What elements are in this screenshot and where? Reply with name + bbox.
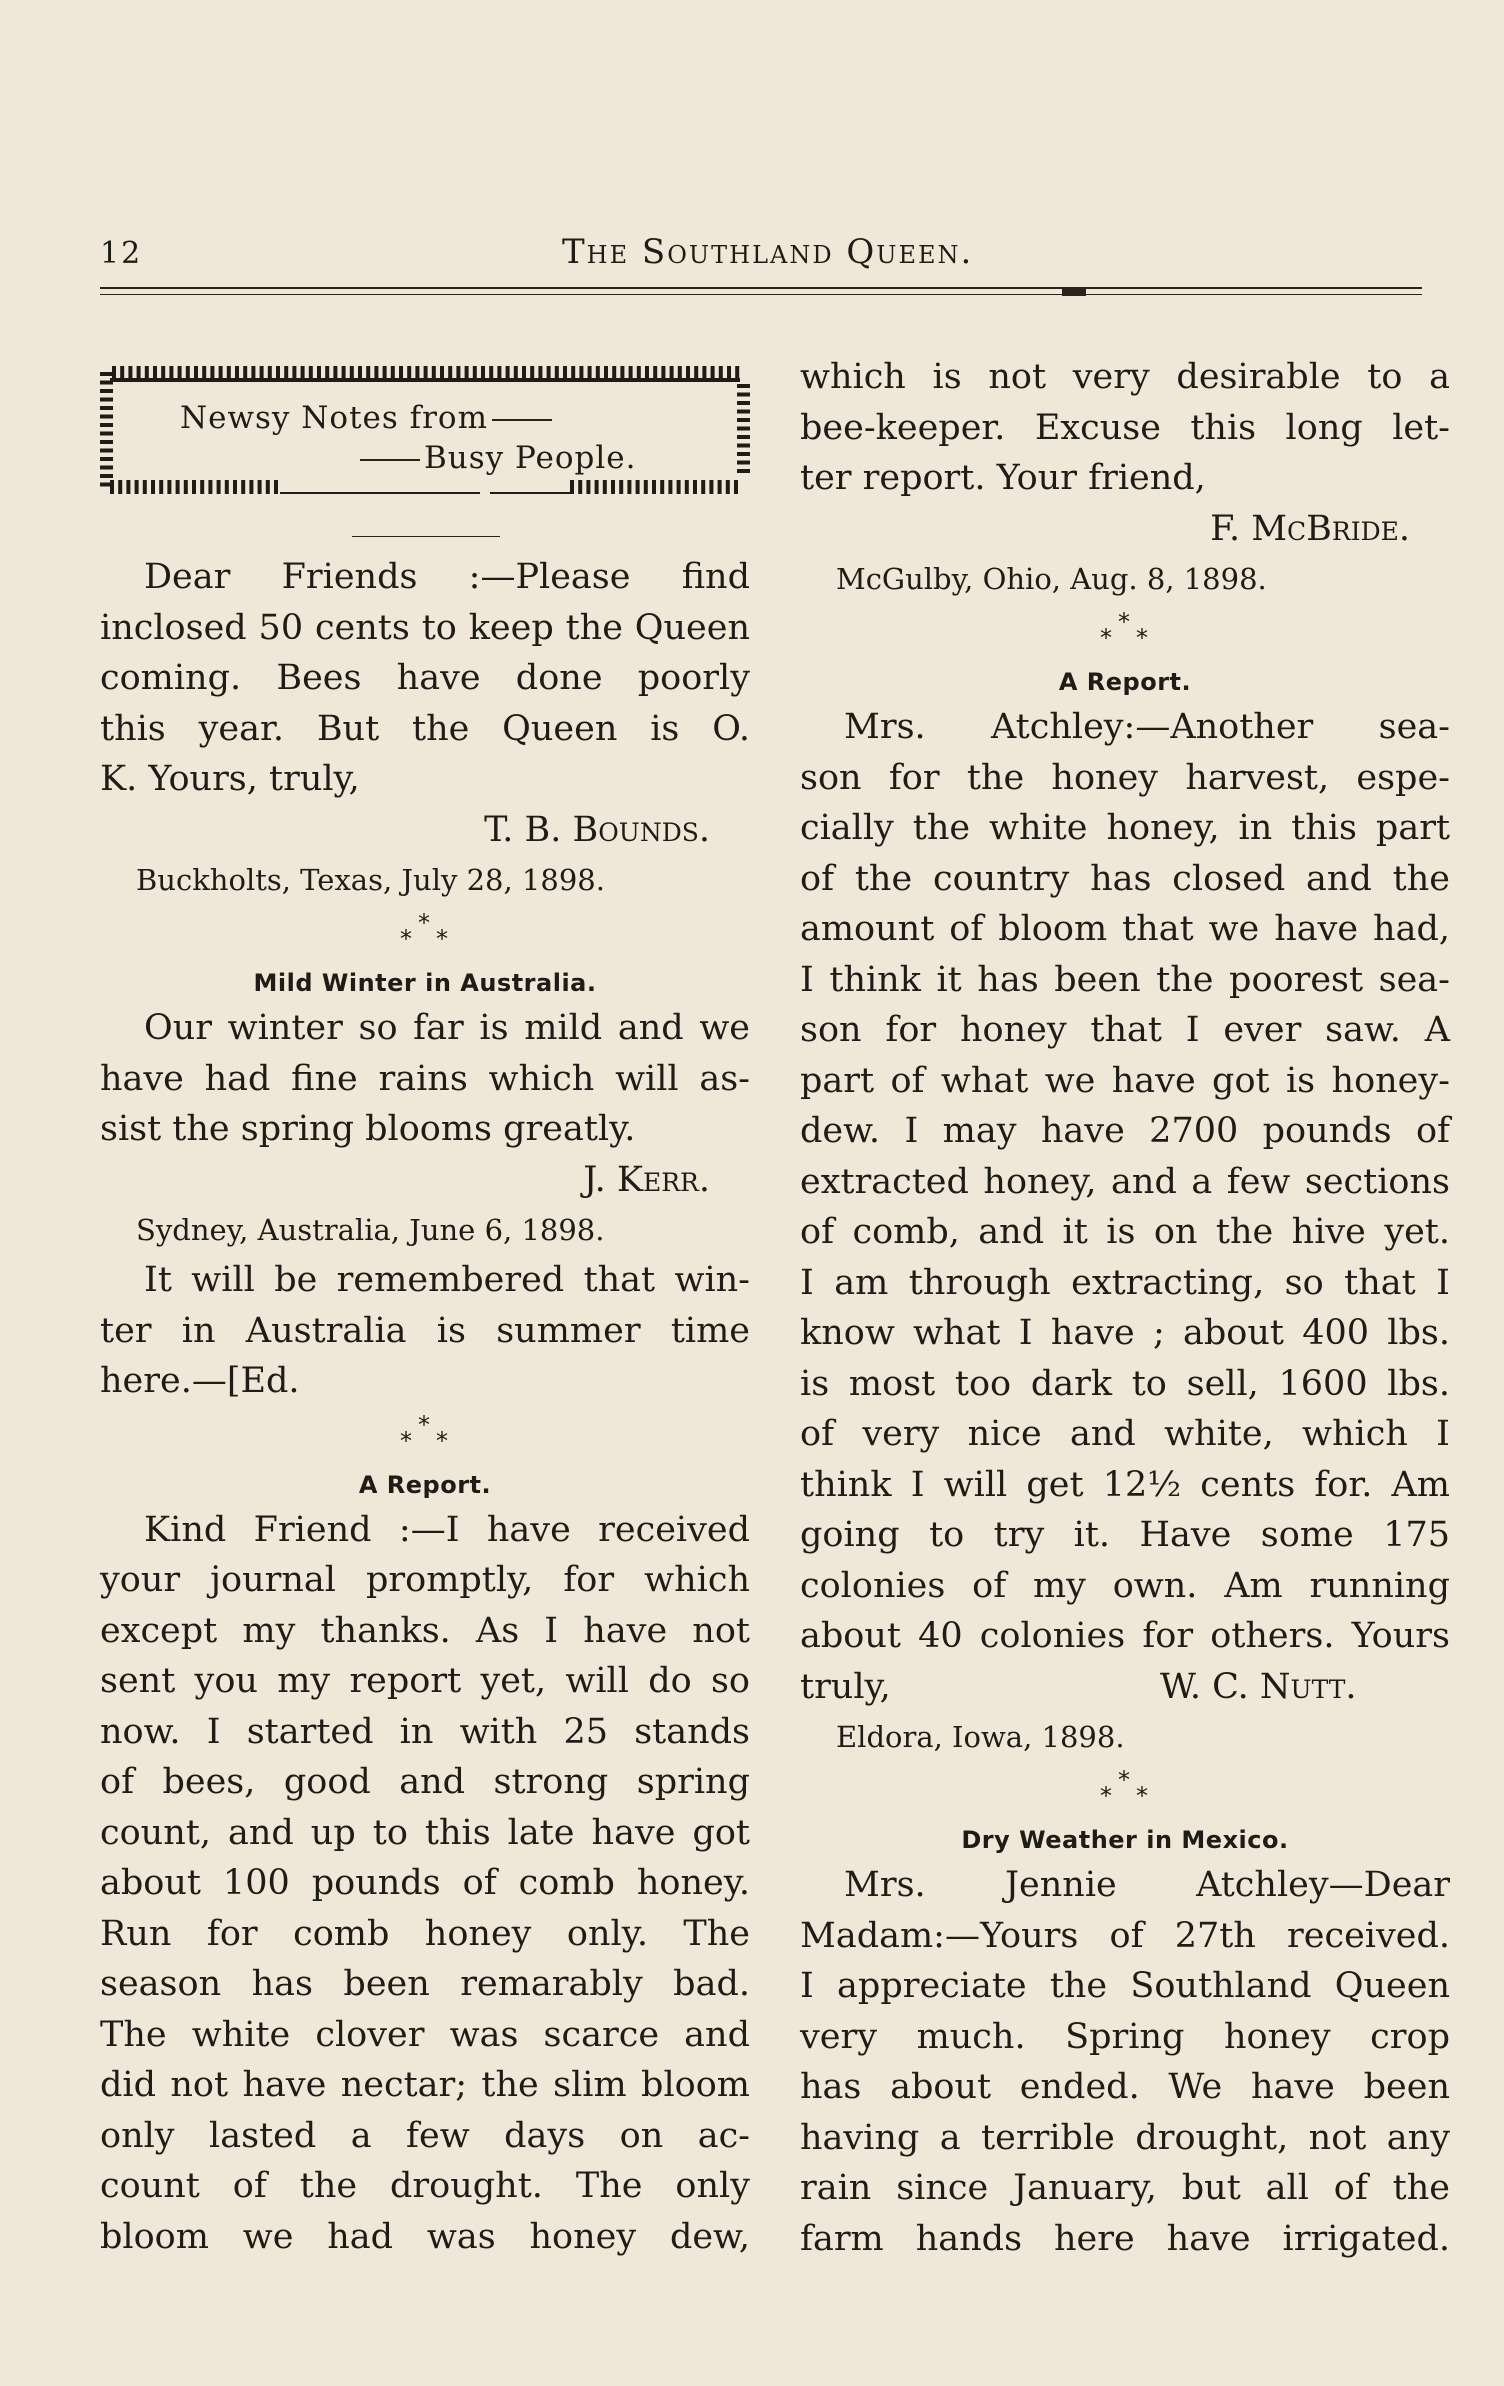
box-title-line2 bbox=[360, 440, 636, 476]
text-line: inclosed 50 cents to keep the Queen bbox=[100, 607, 750, 648]
dateline: Eldora, Iowa, 1898. bbox=[836, 1720, 1125, 1754]
text-line: It will be remembered that win- bbox=[144, 1260, 750, 1300]
text-line: of the country has closed and the bbox=[800, 858, 1450, 899]
closing: truly, bbox=[800, 1666, 891, 1707]
text-line: farm hands here have irrigated. bbox=[800, 2218, 1450, 2259]
star-icon: * bbox=[400, 925, 412, 953]
newsy-notes-box bbox=[100, 352, 750, 512]
text-line: think I will get 12½ cents for. Am bbox=[800, 1464, 1450, 1505]
page-number: 12 bbox=[100, 236, 143, 271]
text-line: Run for comb honey only. The bbox=[100, 1913, 750, 1954]
text-line: Madam:—Yours of 27th received. bbox=[800, 1915, 1450, 1956]
star-icon: * bbox=[418, 1410, 430, 1439]
star-icon: * bbox=[1100, 1782, 1112, 1810]
section-heading: A Report. bbox=[358, 1470, 492, 1499]
text-line: season has been remarably bad. bbox=[100, 1964, 750, 2004]
text-line: colonies of my own. Am running bbox=[800, 1565, 1450, 1606]
star-icon: * bbox=[1136, 1782, 1148, 1810]
text-line: rain since January, but all of the bbox=[800, 2168, 1450, 2208]
signature: F. McBride. bbox=[1210, 508, 1410, 549]
text-line: is most too dark to sell, 1600 lbs. bbox=[800, 1363, 1450, 1404]
text-line: about 40 colonies for others. Yours bbox=[800, 1616, 1450, 1656]
signature: W. C. Nutt. bbox=[1160, 1666, 1357, 1707]
right-column bbox=[800, 352, 1450, 2264]
section-heading: A Report. bbox=[1058, 668, 1192, 696]
star-icon: * bbox=[1100, 624, 1112, 652]
text-line: ter report. Your friend, bbox=[800, 458, 1206, 498]
journal-title: The Southland Queen. bbox=[562, 232, 974, 272]
ornamental-border-bottom bbox=[100, 480, 750, 500]
signature: T. B. Bounds. bbox=[484, 809, 710, 850]
star-icon: * bbox=[418, 909, 430, 937]
box-title-text2: Busy People. bbox=[424, 440, 637, 476]
box-dash bbox=[492, 419, 552, 421]
section-divider-stars bbox=[100, 905, 750, 963]
text-line: of comb, and it is on the hive yet. bbox=[800, 1212, 1450, 1252]
star-icon: * bbox=[436, 1426, 448, 1455]
text-line: now. I started in with 25 stands bbox=[100, 1711, 750, 1752]
text-line: bee-keeper. Excuse this long let- bbox=[800, 407, 1450, 448]
text-line: which is not very desirable to a bbox=[800, 357, 1450, 397]
text-line: sent you my report yet, will do so bbox=[100, 1661, 750, 1701]
star-icon: * bbox=[400, 1426, 412, 1455]
text-line: part of what we have got is honey- bbox=[800, 1060, 1450, 1101]
section-divider-stars bbox=[800, 604, 1450, 662]
text-line: son for the honey harvest, espe- bbox=[800, 757, 1450, 798]
star-icon: * bbox=[1136, 624, 1148, 652]
text-line: I appreciate the Southland Queen bbox=[800, 1966, 1450, 2006]
text-line: I think it has been the poorest sea- bbox=[800, 959, 1450, 1000]
dateline: McGulby, Ohio, Aug. 8, 1898. bbox=[836, 562, 1267, 596]
section-heading: Mild Winter in Australia. bbox=[253, 969, 597, 997]
box-title-text1: Newsy Notes from bbox=[180, 400, 488, 436]
text-line: extracted honey, and a few sections bbox=[800, 1161, 1450, 1202]
text-line: Mrs. Atchley:—Another sea- bbox=[844, 707, 1450, 747]
text-line: ter in Australia is summer time bbox=[100, 1310, 750, 1351]
closing-line bbox=[800, 1662, 1450, 1713]
text-line: Our winter so far is mild and we bbox=[144, 1008, 750, 1048]
text-line: Dear Friends :—Please find bbox=[144, 557, 750, 597]
text-line: know what I have ; about 400 lbs. bbox=[800, 1313, 1450, 1353]
text-line: about 100 pounds of comb honey. bbox=[100, 1863, 750, 1903]
text-line: of very nice and white, which I bbox=[800, 1414, 1450, 1454]
text-line: very much. Spring honey crop bbox=[800, 2016, 1450, 2057]
running-header bbox=[100, 232, 1430, 282]
text-line: did not have nectar; the slim bloom bbox=[100, 2065, 750, 2105]
text-line: cially the white honey, in this part bbox=[800, 808, 1450, 848]
text-line: of bees, good and strong spring bbox=[100, 1762, 750, 1802]
box-title-line1 bbox=[180, 400, 552, 436]
text-line: dew. I may have 2700 pounds of bbox=[800, 1111, 1450, 1151]
text-line: K. Yours, truly, bbox=[100, 759, 360, 799]
text-line: count of the drought. The only bbox=[100, 2166, 750, 2206]
rule-ornament bbox=[1062, 289, 1086, 296]
star-icon: * bbox=[436, 925, 448, 953]
header-rule-top bbox=[100, 287, 1422, 289]
text-line: count, and up to this late have got bbox=[100, 1812, 750, 1853]
left-column bbox=[100, 352, 750, 2262]
text-line: amount of bloom that we have had, bbox=[800, 909, 1450, 949]
box-dash bbox=[360, 459, 420, 461]
signature: J. Kerr. bbox=[583, 1159, 710, 1200]
text-line: I am through extracting, so that I bbox=[800, 1262, 1450, 1303]
text-line: sist the spring blooms greatly. bbox=[100, 1109, 636, 1149]
text-line: Kind Friend :—I have received bbox=[144, 1509, 750, 1550]
ornamental-border-right bbox=[736, 382, 750, 478]
ornamental-border-left bbox=[100, 370, 114, 490]
text-line: Mrs. Jennie Atchley—Dear bbox=[844, 1865, 1450, 1905]
text-line: bloom we had was honey dew, bbox=[100, 2216, 750, 2257]
star-icon: * bbox=[1118, 1766, 1130, 1794]
text-line: your journal promptly, for which bbox=[100, 1560, 750, 1600]
text-line: The white clover was scarce and bbox=[100, 2014, 750, 2055]
ornamental-border-top bbox=[100, 364, 750, 384]
text-line: son for honey that I ever saw. A bbox=[800, 1010, 1450, 1050]
text-line: only lasted a few days on ac- bbox=[100, 2115, 750, 2156]
text-line: here.—[Ed. bbox=[100, 1361, 300, 1401]
box-underline bbox=[352, 536, 500, 537]
text-line: going to try it. Have some 175 bbox=[800, 1515, 1450, 1555]
text-line: having a terrible drought, not any bbox=[800, 2117, 1450, 2158]
header-rule-bottom bbox=[100, 294, 1422, 295]
section-heading: Dry Weather in Mexico. bbox=[961, 1826, 1289, 1854]
star-icon: * bbox=[1118, 608, 1130, 636]
text-line: this year. But the Queen is O. bbox=[100, 708, 750, 749]
text-line: coming. Bees have done poorly bbox=[100, 658, 750, 698]
section-divider-stars bbox=[800, 1762, 1450, 1820]
text-line: except my thanks. As I have not bbox=[100, 1610, 750, 1651]
text-line: have had fine rains which will as- bbox=[100, 1058, 750, 1099]
section-divider-stars bbox=[100, 1407, 750, 1465]
text-line: has about ended. We have been bbox=[800, 2067, 1450, 2107]
dateline: Sydney, Australia, June 6, 1898. bbox=[136, 1213, 605, 1247]
dateline: Buckholts, Texas, July 28, 1898. bbox=[136, 863, 605, 897]
